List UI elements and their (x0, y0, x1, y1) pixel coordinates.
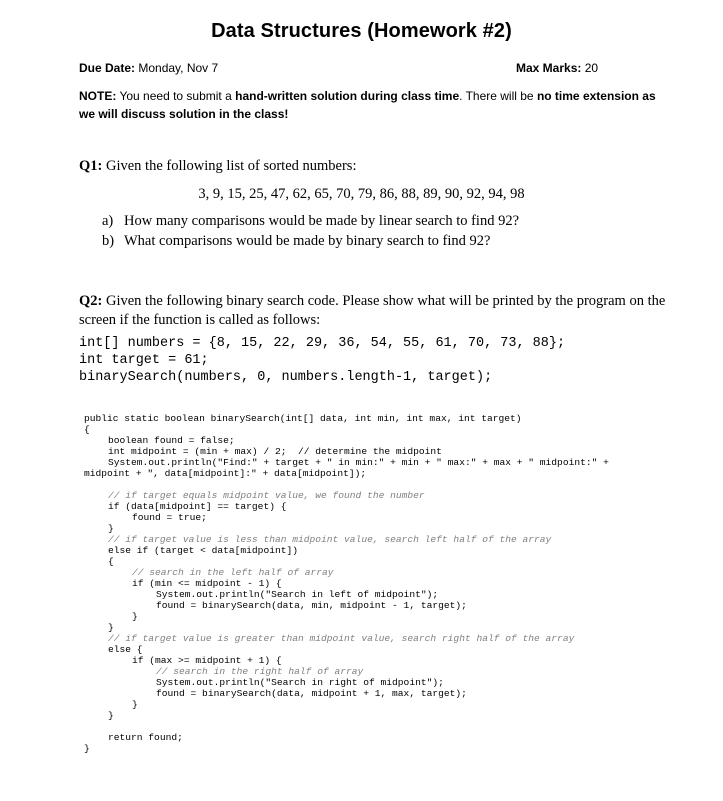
note-label: NOTE: (79, 89, 117, 103)
code-line: System.out.println("Find:" + target + " in min:" + min + " max:" + max + " midpoint:" + (108, 457, 609, 468)
call-code-line: int[] numbers = {8, 15, 22, 29, 36, 54, 55, 61, 70, 73, 88}; (79, 336, 566, 351)
note-text-1: You need to submit a (116, 89, 236, 103)
code-line: found = binarySearch(data, min, midpoint - 1, target); (156, 600, 467, 611)
q1-number-list: 3, 9, 15, 25, 47, 62, 65, 70, 79, 86, 88, 89, 90, 92, 94, 98 (198, 186, 525, 202)
q1-label: Q1: (79, 158, 103, 174)
code-comment: // search in the left half of array (132, 567, 334, 578)
code-line: int midpoint = (min + max) / 2; // determine the midpoint (108, 446, 442, 457)
code-line: if (max >= midpoint + 1) { (132, 655, 282, 666)
q1-a-text: How many comparisons would be made by linear search to find 92? (124, 213, 520, 229)
due-date-label: Due Date: (79, 61, 136, 75)
code-line: } (108, 710, 114, 721)
note-text-2: . There will be (459, 89, 537, 103)
call-code-line: binarySearch(numbers, 0, numbers.length-1, target); (79, 370, 493, 385)
note-bold-1: hand-written solution during class time (235, 89, 460, 103)
code-line: } (108, 622, 114, 633)
q2-text: Given the following binary search code. Please show what will be printed by the program on the screen if the function is called as follows: (79, 293, 666, 328)
code-line: else { (108, 644, 143, 655)
q2-label: Q2: (79, 293, 103, 309)
code-line: System.out.println("Search in right of midpoint"); (156, 677, 444, 688)
code-line: return found; (108, 732, 183, 743)
max-marks-value: 20 (584, 61, 599, 75)
code-line: if (min <= midpoint - 1) { (132, 578, 282, 589)
q1-text: Given the following list of sorted numbers: (102, 158, 357, 174)
question-2 (79, 292, 669, 330)
call-code-line: int target = 61; (79, 353, 209, 368)
code-comment: // if target equals midpoint value, we found the number (108, 490, 425, 501)
code-line: found = true; (132, 512, 207, 523)
code-line: if (data[midpoint] == target) { (108, 501, 287, 512)
code-line: midpoint + ", data[midpoint]:" + data[midpoint]); (84, 468, 367, 479)
code-comment: // if target value is less than midpoint value, search left half of the array (108, 534, 552, 545)
code-line: else if (target < data[midpoint]) (108, 545, 298, 556)
code-comment: // if target value is greater than midpoint value, search right half of the array (108, 633, 575, 644)
q1-part-a (102, 213, 519, 230)
note-paragraph (79, 87, 659, 123)
code-line: found = binarySearch(data, midpoint + 1, max, target); (156, 688, 467, 699)
due-date-value: Monday, Nov 7 (138, 61, 219, 75)
code-line: } (84, 743, 90, 754)
note-bold-2: no time extension as we will discuss solution in the class! (79, 89, 656, 121)
code-line: boolean found = false; (108, 435, 235, 446)
code-line: } (132, 611, 138, 622)
due-date (79, 61, 218, 75)
question-1 (79, 158, 356, 175)
q1-b-text: What comparisons would be made by binary search to find 92? (124, 233, 491, 249)
code-comment: // search in the right half of array (156, 666, 364, 677)
code-line: { (108, 556, 114, 567)
code-line: } (108, 523, 114, 534)
code-line: } (132, 699, 138, 710)
q1-a-label: a) (102, 213, 114, 229)
code-line: public static boolean binarySearch(int[] data, int min, int max, int target) (84, 413, 522, 424)
q1-part-b (102, 233, 490, 250)
max-marks (516, 61, 598, 75)
max-marks-label: Max Marks: (516, 61, 582, 75)
q1-b-label: b) (102, 233, 115, 249)
code-line: { (84, 424, 90, 435)
code-line: System.out.println("Search in left of midpoint"); (156, 589, 439, 600)
page-title: Data Structures (Homework #2) (211, 20, 512, 42)
